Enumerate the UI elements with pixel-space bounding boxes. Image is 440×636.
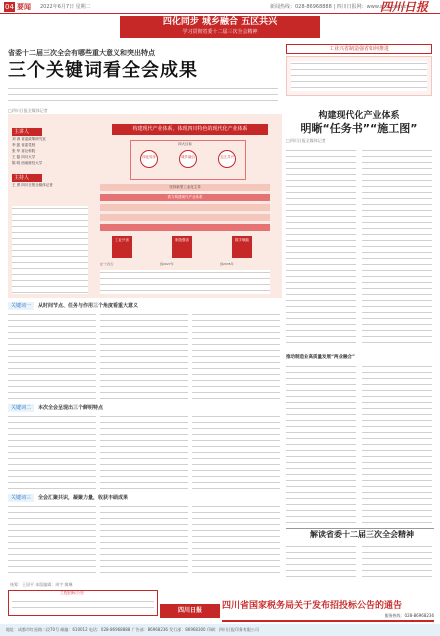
- infographic-title: 构建现代产业体系，体现四川特色的现代化产业体系: [112, 124, 268, 135]
- right-column-text-6: [362, 544, 432, 580]
- strategy-line-1: 坚持新型工业化主导: [169, 185, 201, 189]
- section-header-3: [8, 494, 282, 502]
- section-3-text-col-3: [192, 504, 280, 578]
- section-sub: 本次全会呈现出三个鲜明特点: [38, 405, 104, 411]
- right-column-text-4: [362, 364, 432, 524]
- section-tag: 关键词一: [8, 302, 34, 310]
- right-column-text-2: [362, 148, 432, 348]
- summary-text: [291, 61, 427, 91]
- notice-text: [12, 599, 154, 613]
- banner-title: 四化同步 城乡融合 五区共兴: [162, 17, 278, 27]
- footer-ad: [222, 600, 434, 622]
- section-2-text-col-3: [192, 414, 280, 490]
- right-headline-2: 明晰“任务书”“施工图”: [300, 122, 418, 135]
- banner-subtitle: 学习贯彻省委十二届三次全会精神: [182, 29, 258, 35]
- right-bottom-headline: 解读省委十二届三次全会精神: [310, 530, 414, 539]
- page-credit: 统筹：王国平 本版编辑：周宇 黎琳: [10, 582, 73, 587]
- right-summary-box: [286, 56, 432, 96]
- right-section-tag: 工业兴省制造强省如何推进: [286, 44, 432, 54]
- section-sub: 从时间节点、任务与作用三个角度看重大意义: [38, 303, 139, 309]
- goal-band-label: 四大目标: [178, 142, 192, 146]
- contact-line: 新闻热线：028-86968888 | 四川日报网：www.scol.com.cn: [270, 4, 410, 10]
- footer-logo: [160, 604, 220, 618]
- strip: [100, 204, 270, 211]
- host-list-head: 主持人: [12, 174, 42, 182]
- footer-logo-text: 四川日报: [177, 607, 202, 614]
- right-column-text-5: [286, 544, 356, 580]
- speaker-list: [12, 128, 88, 188]
- section-header-1: [8, 302, 282, 310]
- strip: [100, 224, 270, 231]
- right-divider: [286, 528, 434, 529]
- headline-kicker: 省委十二届三次全会有哪些重大意义和突出特点: [8, 49, 155, 57]
- main-headline: 三个关键词看全会成果: [8, 60, 198, 81]
- section-sub: 全会汇聚共识，凝聚力量，收获丰硕成果: [38, 495, 129, 501]
- notice-title: 工程招标公告: [60, 590, 84, 595]
- milestone-note: 到2035年: [220, 262, 234, 266]
- section-2-text-col-2: [100, 414, 188, 490]
- section-1-text-col-2: [100, 312, 188, 402]
- focus-pill: 制造强省: [172, 236, 192, 258]
- date-line: 2022年6月7日 星期二: [40, 4, 91, 10]
- section-1-text-col-1: [8, 312, 96, 402]
- section-header-2: [8, 404, 282, 412]
- footer-ad-title: 四川省国家税务局关于发布招投标公告的通告: [222, 601, 403, 611]
- section-name: 要闻: [17, 3, 31, 11]
- section-tag: 关键词二: [8, 404, 34, 412]
- milestone-note: 在‘十四五’: [100, 262, 114, 266]
- footer-ad-line: 服务热线：028-86968236: [384, 613, 434, 618]
- milestone-note: 到2027年: [160, 262, 174, 266]
- footer-strip: 地址：成都市红星路二段70号 邮编：610012 电话：028-86968888 广告部：86968236 发行部：86968300 印刷：四川日报印务有限公司: [0, 624, 440, 636]
- right-column-text-1: [286, 148, 356, 348]
- focus-pill: 工业兴省: [112, 236, 132, 258]
- section-1-text-col-3: [192, 312, 280, 402]
- goal-circle: 五区共兴: [218, 150, 236, 168]
- milestone-text: [100, 270, 270, 294]
- speaker-notes-text: [12, 206, 88, 294]
- speaker-list-head: 主讲人: [12, 128, 42, 136]
- focus-pill: 数字赋能: [232, 236, 252, 258]
- section-tag: 关键词三: [8, 494, 34, 502]
- goal-circle: 四化同步: [140, 150, 158, 168]
- host-item: 王 勇 四川日报全媒体记者: [12, 183, 53, 187]
- right-byline: □四川日报全媒体记者: [286, 138, 326, 143]
- lede-text-block: [8, 86, 278, 106]
- campaign-banner: [120, 16, 320, 38]
- right-headline-1: 构建现代化产业体系: [318, 111, 400, 121]
- speaker-item: 张 华 省社科院: [12, 149, 36, 153]
- strategy-line-2: 着力构建现代产业体系: [167, 195, 203, 199]
- speaker-item: 刘 涛 省委政策研究室: [12, 137, 46, 141]
- section-3-text-col-1: [8, 504, 96, 578]
- page-number: 04: [5, 3, 14, 11]
- speaker-item: 李 振 省委党校: [12, 143, 36, 147]
- byline: □四川日报全媒体记者: [8, 108, 48, 113]
- newspaper-logo: 四川日报: [380, 0, 429, 14]
- speaker-item: 王 磊 四川大学: [12, 155, 36, 159]
- strip: [100, 214, 270, 221]
- section-3-text-col-2: [100, 504, 188, 578]
- right-case-title: 推动制造业高质量发展“两业融合”: [286, 355, 355, 360]
- goal-circle: 城乡融合: [179, 150, 197, 168]
- right-column-text-3: [286, 364, 356, 524]
- speaker-item: 陈 明 西南财经大学: [12, 161, 43, 165]
- section-2-text-col-1: [8, 414, 96, 490]
